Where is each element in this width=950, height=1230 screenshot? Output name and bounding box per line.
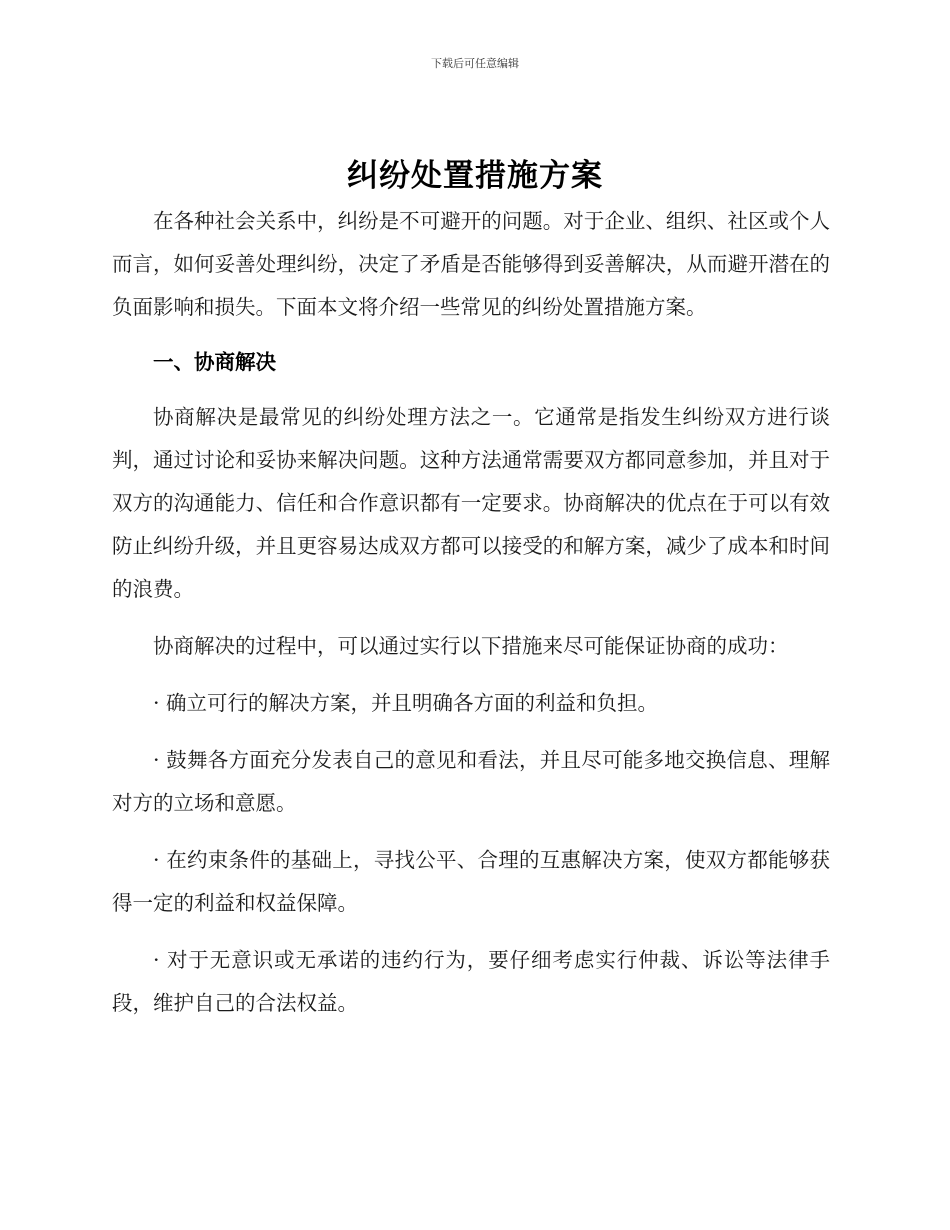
bullet-item-4: · 对于无意识或无承诺的违约行为，要仔细考虑实行仲裁、诉讼等法律手段，维护自己的合法权益。 — [112, 948, 830, 1015]
bullet-item-3: · 在约束条件的基础上，寻找公平、合理的互惠解决方案，使双方都能够获得一定的利益和权益保障。 — [112, 848, 830, 915]
spacer — [112, 925, 830, 939]
bullet-item-2: · 鼓舞各方面充分发表自己的意见和看法，并且尽可能多地交换信息、理解对方的立场和意愿。 — [112, 748, 830, 815]
header-note: 下载后可任意编辑 — [431, 57, 519, 70]
section-1-paragraph-1: 协商解决是最常见的纠纷处理方法之一。它通常是指发生纠纷双方进行谈判，通过讨论和妥协来解决问题。这种方法通常需要双方都同意参加，并且对于双方的沟通能力、信任和合作意识都有一定要求。协商解决的优点在于可以有效防止纠纷升级，并且更容易达成双方都可以接受的和解方案，减少了成本和时间的浪费。 — [112, 405, 830, 601]
document-title: 纠纷处置措施方案 — [347, 158, 603, 194]
spacer — [112, 611, 830, 625]
bullet-item-1: · 确立可行的解决方案，并且明确各方面的利益和负担。 — [153, 691, 659, 715]
spacer — [112, 825, 830, 839]
spacer — [112, 384, 830, 396]
spacer — [112, 725, 830, 739]
spacer — [112, 668, 830, 682]
document-body — [112, 200, 830, 1025]
spacer — [112, 329, 830, 341]
section-heading-1: 一、协商解决 — [153, 350, 276, 374]
section-1-paragraph-2: 协商解决的过程中，可以通过实行以下措施来尽可能保证协商的成功： — [153, 634, 789, 658]
intro-paragraph: 在各种社会关系中，纠纷是不可避开的问题。对于企业、组织、社区或个人而言，如何妥善处理纠纷，决定了矛盾是否能够得到妥善解决，从而避开潜在的负面影响和损失。下面本文将介绍一些常见的纠纷处置措施方案。 — [112, 209, 830, 319]
